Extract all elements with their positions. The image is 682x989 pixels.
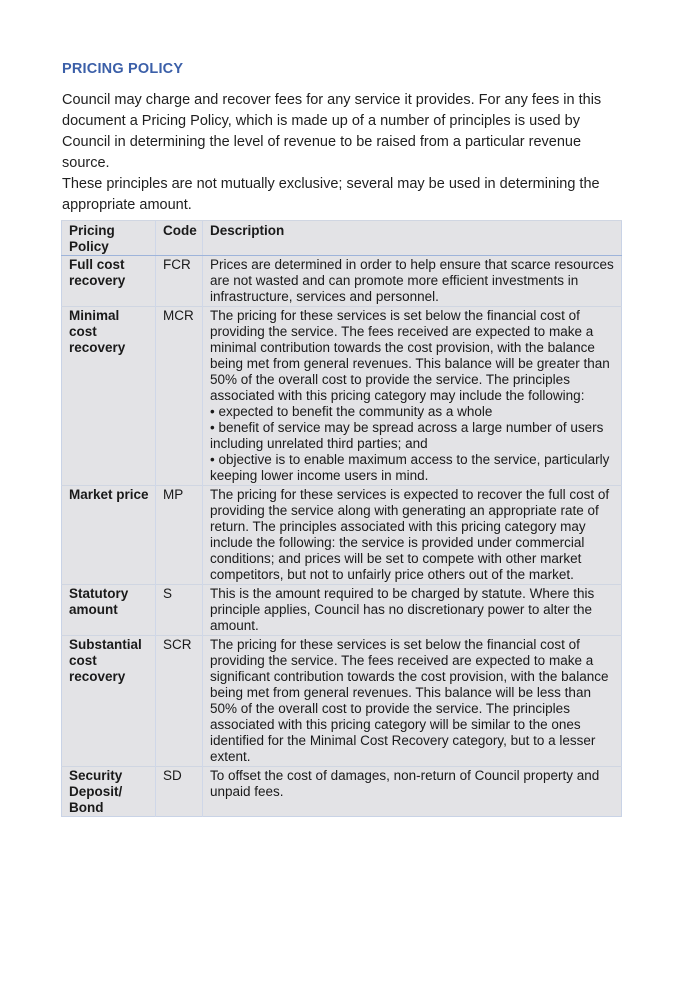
table-row [62, 585, 622, 636]
policy-name: Full cost recovery [62, 256, 156, 307]
policy-name: Security Deposit/ Bond [62, 767, 156, 817]
policy-description: Prices are determined in order to help ensure that scarce resources are not wasted and can promote more efficient investments in infrastructure, services and personnel. [203, 256, 622, 307]
bullet-item: • expected to benefit the community as a whole [210, 404, 493, 419]
policy-name: Statutory amount [62, 585, 156, 636]
policy-description: The pricing for these services is set below the financial cost of providing the service. The fees received are expected to make a minimal contribution towards the cost provision, with the balance being met from general revenues. This balance will be greater than 50% of the overall cost to provide the service. The principles associated with this pricing category may include the following: [210, 308, 610, 403]
policy-code: SCR [156, 636, 203, 767]
table-header-row [62, 221, 622, 256]
policy-name: Minimal cost recovery [62, 307, 156, 486]
table-row [62, 256, 622, 307]
page-title: PRICING POLICY [62, 61, 184, 77]
intro-paragraph: Council may charge and recover fees for any service it provides. For any fees in this document a Pricing Policy, which is made up of a number of principles is used by Council in determining the level of revenue to be raised from a particular revenue source. [62, 92, 602, 171]
header-pricing-policy: Pricing Policy [62, 221, 156, 256]
header-code: Code [156, 221, 203, 256]
policy-description: The pricing for these services is expected to recover the full cost of providing the service along with generating an appropriate rate of return. The principles associated with this pricing category may include the following: the service is provided under commercial conditions; and prices will be set to compete with other market competitors, but not to unfairly price others out of the market. [203, 486, 622, 585]
policy-description-cell [203, 307, 622, 486]
pricing-policy-table [61, 220, 622, 817]
policy-description: This is the amount required to be charged by statute. Where this principle applies, Council has no discretionary power to alter the amount. [203, 585, 622, 636]
policy-code: S [156, 585, 203, 636]
table-row [62, 307, 622, 486]
policy-code: FCR [156, 256, 203, 307]
bullet-item: • benefit of service may be spread across a large number of users including unrelated third parties; and [210, 420, 604, 451]
policy-code: MCR [156, 307, 203, 486]
table-row [62, 636, 622, 767]
policy-description: To offset the cost of damages, non-return of Council property and unpaid fees. [203, 767, 622, 817]
table-row [62, 486, 622, 585]
policy-code: MP [156, 486, 203, 585]
policy-name: Substantial cost recovery [62, 636, 156, 767]
principles-paragraph: These principles are not mutually exclusive; several may be used in determining the appropriate amount. [62, 176, 600, 213]
policy-code: SD [156, 767, 203, 817]
policy-name: Market price [62, 486, 156, 585]
header-description: Description [203, 221, 622, 256]
policy-description: The pricing for these services is set below the financial cost of providing the service. The fees received are expected to make a significant contribution towards the cost provision, with the balance being met from general revenues. This balance will be less than 50% of the overall cost to provide the service. The principles associated with this pricing category will be similar to the ones identified for the Minimal Cost Recovery category, but to a lesser extent. [203, 636, 622, 767]
table-row [62, 767, 622, 817]
bullet-item: • objective is to enable maximum access to the service, particularly keeping lower income users in mind. [210, 452, 610, 483]
